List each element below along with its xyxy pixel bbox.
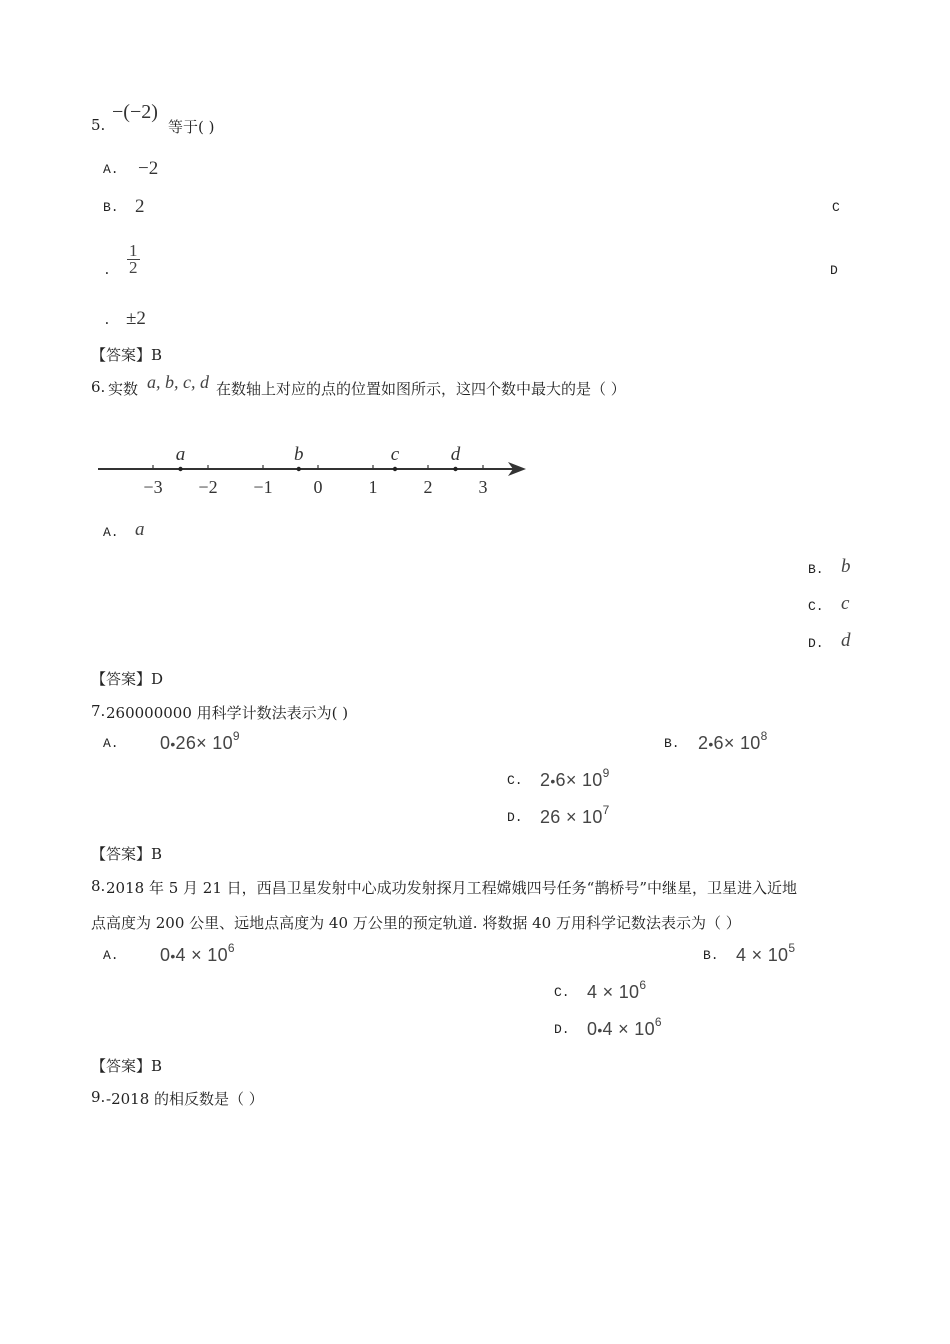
q7-option-b-label[interactable]: B. [664,736,680,751]
q8-option-d-label[interactable]: D. [554,1022,570,1037]
number-line [90,435,540,505]
number-line-tick-label: 2 [423,477,433,497]
q6-option-d-label[interactable]: D. [808,636,824,651]
number-line-tick-label: −3 [143,477,163,497]
q9-number: 9. [91,1088,106,1106]
q5-option-d-label[interactable]: D [830,263,838,278]
q5-option-d-value: ±2 [126,308,146,329]
q5-expression: −(−2) [112,101,158,123]
number-line-tick-label: −1 [253,477,273,497]
number-line-point-label-d: d [450,444,461,465]
number-line-point-d [453,467,457,471]
q8-option-c-value: $4 \times 10^6$ [587,978,647,1002]
q6-stem: 在数轴上对应的点的位置如图所示，这四个数中最大的是（ ） [216,380,626,398]
q7-option-d-value: $26 \times 10^7$ [540,803,610,827]
q8-stem-line1: 2018 年 5 月 21 日，西昌卫星发射中心成功发射探月工程嫦娥四号任务“鹊桥号”中继星，卫星进入近地 [106,879,797,897]
q6-number: 6. [91,378,106,396]
number-line-point-label-a: a [175,444,186,465]
q7-stem: 260000000 用科学计数法表示为( ) [106,704,349,722]
q6-option-c-label[interactable]: C. [808,599,824,614]
q7-option-c-value: 2•6× $10^9$ [540,766,610,790]
number-line-point-label-c: c [390,444,400,465]
q5-option-c-label[interactable]: C [832,200,840,215]
q5-option-c-fraction [127,243,140,276]
number-line-tick-label: −2 [198,477,218,497]
q7-answer: 【答案】B [91,845,163,863]
fraction-numerator: 1 [129,241,138,260]
q7-option-b-value: 2•6× $10^8$ [698,729,768,753]
q6-variables: a, b, c, d [147,372,209,392]
q5-option-b-label[interactable]: B. [103,200,119,215]
number-line-point-label-b: b [294,444,304,465]
number-line-tick-label: 1 [368,477,378,497]
q5-option-a-value: −2 [138,158,159,179]
number-line-tick-label: 0 [313,477,323,497]
q7-option-a-label[interactable]: A. [103,736,119,751]
q8-answer: 【答案】B [91,1057,163,1075]
q8-option-b-label[interactable]: B. [703,948,719,963]
q5-stem: 等于( ) [168,118,215,136]
q8-option-a-value: 0•4 × $10^6$ [160,941,235,965]
q6-prefix: 实数 [108,380,139,398]
q7-number: 7. [91,702,106,720]
q5-option-c-dot: . [103,263,111,278]
q6-option-d-value: d [841,630,851,651]
fraction-denominator: 2 [129,258,138,277]
q5-option-b-value: 2 [135,196,145,217]
q7-option-c-label[interactable]: C. [507,773,523,788]
q8-stem-line2: 点高度为 200 公里、远地点高度为 40 万公里的预定轨道. 将数据 40 万用科学记数法表示为（ ） [91,914,741,932]
q8-option-b-value: $4 \times 10^5$ [736,941,796,965]
q7-option-a-value: 0•26× $10^9$ [160,729,240,753]
number-line-point-b [297,467,301,471]
q5-number: 5. [91,116,106,134]
q5-answer: 【答案】B [91,346,163,364]
number-line-point-c [393,467,397,471]
q8-option-c-label[interactable]: C. [554,985,570,1000]
q6-option-c-value: c [841,593,850,614]
number-line-point-a [178,467,182,471]
q5-option-d-dot: . [103,313,111,328]
q7-option-d-label[interactable]: D. [507,810,523,825]
q6-option-a-value: a [135,519,145,540]
q6-option-b-label[interactable]: B. [808,562,824,577]
q8-option-a-label[interactable]: A. [103,948,119,963]
number-line-tick-label: 3 [478,477,488,497]
q5-option-a-label[interactable]: A. [103,162,119,177]
q8-number: 8. [91,877,106,895]
q6-option-b-value: b [841,556,851,577]
q6-answer: 【答案】D [91,670,164,688]
q8-option-d-value: 0•4 × $10^6$ [587,1015,662,1039]
q6-option-a-label[interactable]: A. [103,525,119,540]
q9-stem: -2018 的相反数是（ ） [106,1090,264,1108]
